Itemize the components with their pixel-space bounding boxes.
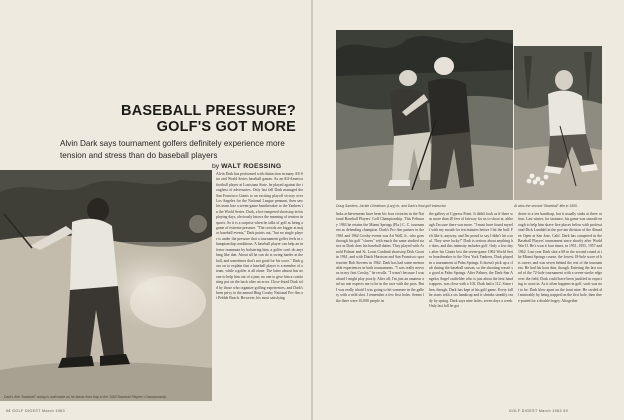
caption-left-photo: Dark's fine "baseball" swing is noticeable as he blasts from trap in the 1962 Baseball Players' Championship.: [4, 395, 167, 399]
folio-right: GOLF DIGEST March 1963 59: [509, 409, 569, 413]
article-column-3: [429, 212, 513, 404]
article-column-2: [336, 212, 424, 404]
headline: [60, 103, 296, 135]
headline-line-1: BASEBALL PRESSURE?: [121, 103, 296, 119]
column-4-text: down to a ten handicap, but it usually sinks at three or four. Last winter, for instance, his game was smooth enough to help him shave five places below with professional Dick Lundahl in the pro-am division of the Almaden Open at San Jose, Calif. Dark has competed in the Baseball Players' tournament since shortly after World War II. He's won it four times, in 1951, 1955, 1957 and 1962. Last year Dark shot a 68 in the second round at the Miami Springs course, the lowest 18-hole score of his career, and was seven behind the rest of the tournament. He had his hour dim, though. Entering the last round of the 72-hole tournament with a seven-stroke edge over the field, Dark could have been justified in expecting to coast in. As it often happens in golf, such was not to be. Dark blew apart on the front nine. He carded all miserably by being trapped on the first hole, then three-putted for a double bogey. Altogether: [518, 212, 602, 303]
article-column-1: [216, 172, 303, 402]
column-3-text: the gallery at Cypress Point. It didn't look as if there was more than 20 feet of fairway for us to shoot at, although I'm sure there was more. "I must have found myself with my mouth for ten minutes before I hit the ball. Felt like it, anyway, and I'm proud to say I didn't hit a soul. They were lucky!" Dark is serious about anything he does, and this intensity includes golf. Only a few days after his Giants lost the seven-game 1962 World Series heartbreaker to the New York Yankees, Dark played in a tournament at Palm Springs. It doesn't pick up a club during the baseball season, so the shooting wasn't so good at Palm Springs. After Palmer, the Dark-San Angelos Angel outfielder who is just about the best handicappers, was close with a 102. Dark had a 112. Since then, though, Dark has kept at his golf game. Every fall he starts with a six handicap and it shrinks steadily ready by spring. Dark says nine holes, seven days a week. Only last fall he got: [429, 212, 513, 308]
column-2-text: links achievements have been his four victories in the National Baseball Players' Golf Championship. This February 1963 he retains the Miami Springs (Fla.) C. C. tournament as defending champion. Dark's Pro-Am partner in the 1961 and 1962 Crosby events was Art Wall, Jr., who goes through his golf "chores" with much the same studied stance as Dark does his baseball duties. They played with Arnold Palmer and St. Louis Cardinal shortstop Dick Groat in 1961, and with Dutch Harrison and San Francisco sportswriter Bob Stevens in 1962. Dark has had some memorable experiences in both tournaments. "I was really nervous in my first Crosby," he recalls. "I wasn't because I was afraid I might play poorly. After all, I'm just an amateur and no one expects me to be in the race with the pros. But I was really afraid I was going to hit someone in the gallery with a wild shot. I remember a few first holes. Seems like there were 10,000 people in: [336, 212, 424, 303]
column-1-text: Alvin Dark has performed with distinction in many All-Star and World Series baseball games. As an All-America football player at Louisiana State, he played against the toughest of adversaries. Only last fall Dark managed the San Francisco Giants to an exciting playoff victory over Los Angeles for the National League pennant, then saw his team lose a seven-game heartbreaker to the Yankees in the World Series. Dark, a hot-tempered shortstop in his playing days, obviously knows the meaning of tension in sports. So it is a surprise when he talks of golf as being a game of extreme pressure. "The crowds are bigger at major baseball events," Dark points out, "but no single player is under the pressure that a tournament golfer feels in championship conditions. A baseball player can help an inferior teammate by bolstering him; a golfer can't do anything like that. About all he can do is swing harder at the ball, and sometimes that's not good for his score." Dark goes on to explain that a baseball player is a member of a team, while a golfer is all alone. The latter almost has no one to help him out of a jam; no one to give him a comforting pat on the back after an error. Close-fisted Dark told by those who organize golfing experiences, and Dark's been privy to the annual Bing Crosby National Pro-Am at Pebble Beach. However, his most satisfying: [216, 172, 303, 301]
caption-right-photo-1: Doug Sanders, Jackie Cheatham (Lary) to, and Dark's final golf instructor.: [336, 204, 447, 208]
caption-right-photo-2: Al wins the second "Baseball" title in 1955.: [514, 204, 578, 208]
photo-sand-trap-swing: [0, 170, 212, 401]
photo-portrait-golf-balls: [514, 46, 602, 200]
right-page: [313, 0, 624, 420]
byline-author: WALT ROESSING: [221, 163, 282, 170]
left-page: [0, 0, 311, 420]
byline-prefix: by: [212, 163, 220, 170]
folio-left: 58 GOLF DIGEST March 1963: [6, 409, 66, 413]
article-deck: Alvin Dark says tournament golfers definitely experience more tension and stress than do baseball players: [60, 139, 285, 160]
byline: [212, 163, 282, 170]
article-column-4: [518, 212, 602, 404]
headline-line-2: GOLF'S GOT MORE: [156, 119, 296, 135]
portrait-photo-art: [514, 46, 602, 200]
photo-golf-instruction: [336, 30, 513, 200]
sand-trap-photo-art: [0, 170, 212, 401]
golf-instruction-photo-art: [336, 30, 513, 200]
